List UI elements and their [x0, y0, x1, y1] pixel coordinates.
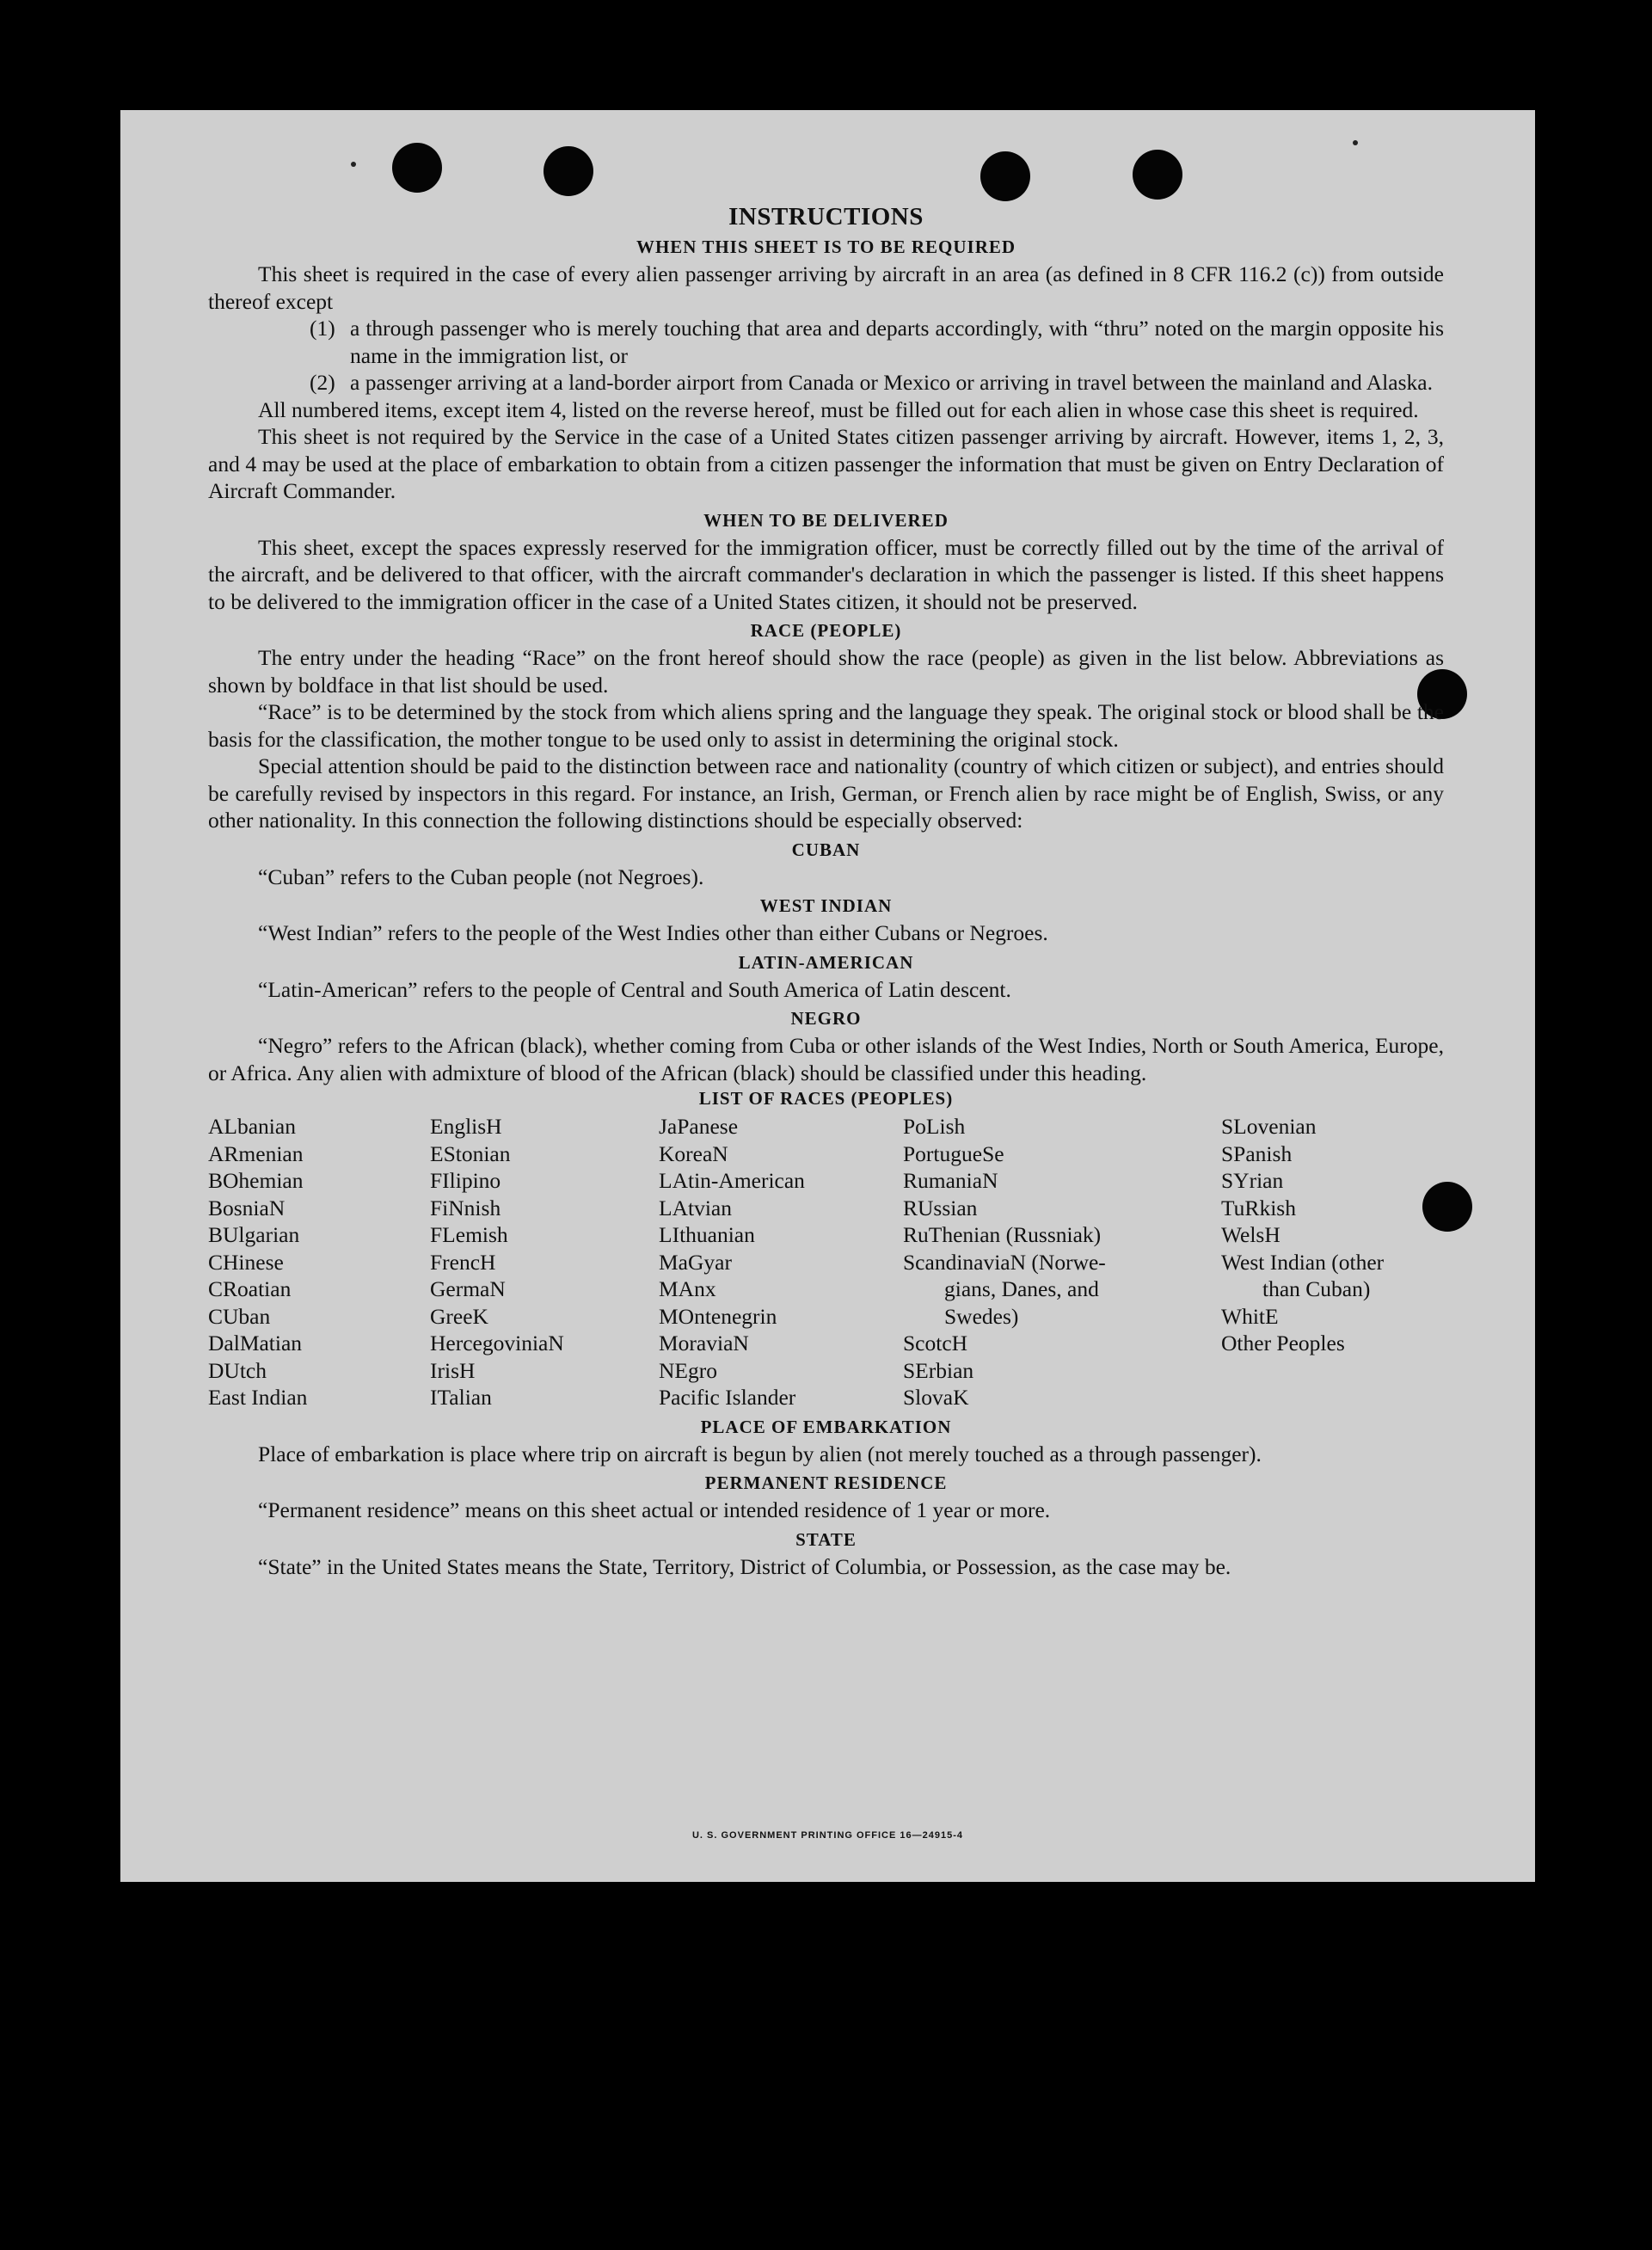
race-item: FIlipino — [430, 1168, 501, 1193]
race-item: RUssian — [903, 1195, 978, 1220]
race-column — [659, 1113, 903, 1411]
list-item — [208, 369, 1444, 397]
race-item: MaGyar — [659, 1249, 732, 1275]
race-item: HercegoviniaN — [430, 1331, 564, 1356]
race-column — [430, 1113, 659, 1411]
page-title: INSTRUCTIONS — [728, 203, 924, 231]
heading-state: STATE — [795, 1528, 857, 1550]
paragraph: “Permanent residence” means on this sheet actual or intended residence of 1 year or more. — [258, 1497, 1051, 1522]
race-item: DUtch — [208, 1357, 267, 1383]
race-item: ScandinaviaN (Norwe- — [903, 1249, 1106, 1275]
punch-hole — [392, 143, 442, 193]
race-item: WelsH — [1221, 1222, 1280, 1247]
race-item: PoLish — [903, 1114, 966, 1139]
race-item: CHinese — [208, 1249, 284, 1275]
race-list — [208, 1113, 1444, 1411]
race-item: WhitE — [1221, 1303, 1279, 1329]
heading-cuban: CUBAN — [791, 839, 861, 860]
race-item: Other Peoples — [1221, 1331, 1345, 1356]
paragraph: Special attention should be paid to the distinction between race and nationality (country of which citizen or subject), and entries should be carefully revised by inspectors in this regard. For instance, an Irish, German, or French alien by race might be of English, Swiss, or any other nationality. In this connection the following distinctions should be especially observed: — [208, 753, 1444, 833]
race-item: SErbian — [903, 1357, 974, 1383]
race-column — [208, 1113, 430, 1411]
paragraph: “Negro” refers to the African (black), whether coming from Cuba or other islands of the West Indies, North or South America, Europe, or Africa. Any alien with admixture of blood of the African (black) should be classified under this heading. — [208, 1033, 1444, 1085]
paragraph: “Race” is to be determined by the stock from which aliens spring and the language they speak. The original stock or blood shall be the basis for the classification, the mother tongue to be used only to assist in determining the original stock. — [208, 699, 1444, 752]
race-item: LAtin-American — [659, 1168, 805, 1193]
paragraph: “State” in the United States means the State, Territory, District of Columbia, or Possession, as the case may be. — [258, 1553, 1231, 1579]
race-item: DalMatian — [208, 1331, 303, 1356]
paragraph: This sheet is not required by the Service in the case of a United States citizen passenger arriving by aircraft. However, items 1, 2, 3, and 4 may be used at the place of embarkation to obtain from a citizen passenger the information that must be given on Entry Declaration of Aircraft Commander. — [208, 424, 1444, 503]
race-item: RuThenian (Russniak) — [903, 1222, 1102, 1247]
heading-list-of-races: LIST OF RACES (PEOPLES) — [698, 1088, 954, 1109]
printing-office-footer: U. S. GOVERNMENT PRINTING OFFICE 16—24915-4 — [691, 1830, 963, 1841]
paragraph: The entry under the heading “Race” on the front hereof should show the race (people) as given in the list below. Abbreviations as shown by boldface in that list should be used. — [208, 645, 1444, 698]
race-item: Swedes) — [944, 1303, 1019, 1329]
paragraph: This sheet, except the spaces expressly reserved for the immigration officer, must be correctly filled out by the time of the arrival of the aircraft, and be delivered to that officer, with the aircraft commander's declaration in which the passenger is listed. If this sheet happens to be delivered to the immigration officer in the case of a United States citizen, it should not be preserved. — [208, 534, 1444, 614]
race-item: PortugueSe — [903, 1140, 1004, 1166]
race-item: FrencH — [430, 1249, 496, 1275]
race-item: GreeK — [430, 1303, 488, 1329]
heading-permanent-residence: PERMANENT RESIDENCE — [704, 1472, 948, 1493]
speck — [1353, 140, 1358, 145]
item-number: (2) — [310, 370, 335, 395]
paragraph: This sheet is required in the case of every alien passenger arriving by aircraft in an area (as defined in 8 CFR 116.2 (c)) from outside thereof except — [208, 261, 1444, 314]
race-item: gians, Danes, and — [944, 1276, 1099, 1301]
race-item: NEgro — [659, 1357, 717, 1383]
race-item: IrisH — [430, 1357, 476, 1383]
speck — [351, 162, 356, 167]
race-item: SPanish — [1221, 1140, 1293, 1166]
race-item: MOntenegrin — [659, 1303, 777, 1329]
paragraph: “West Indian” refers to the people of the West Indies other than either Cubans or Negroes. — [258, 920, 1048, 945]
list-item — [208, 315, 1444, 369]
race-item: BOhemian — [208, 1168, 304, 1193]
race-item: East Indian — [208, 1385, 308, 1410]
race-item: FiNnish — [430, 1195, 501, 1220]
paragraph: “Latin-American” refers to the people of Central and South America of Latin descent. — [258, 976, 1011, 1002]
race-item: West Indian (other — [1221, 1249, 1385, 1275]
heading-place-of-embarkation: PLACE OF EMBARKATION — [700, 1416, 952, 1437]
race-item: CRoatian — [208, 1276, 292, 1301]
race-item: MAnx — [659, 1276, 716, 1301]
race-item: LIthuanian — [659, 1222, 755, 1247]
heading-west-indian: WEST INDIAN — [759, 895, 893, 916]
race-column — [1221, 1113, 1444, 1411]
race-item: MoraviaN — [659, 1331, 749, 1356]
race-item: FLemish — [430, 1222, 508, 1247]
item-text: a through passenger who is merely touching that area and departs accordingly, with “thru” noted on the margin opposite his name in the immigration list, or — [350, 316, 1444, 368]
race-column — [903, 1113, 1221, 1411]
race-item: CUban — [208, 1303, 271, 1329]
race-item: Pacific Islander — [659, 1385, 796, 1410]
race-item: ITalian — [430, 1385, 492, 1410]
item-text: a passenger arriving at a land-border airport from Canada or Mexico or arriving in travel between the mainland and Alaska. — [350, 370, 1433, 395]
race-item: EStonian — [430, 1140, 511, 1166]
race-item: SYrian — [1221, 1168, 1284, 1193]
race-item: ARmenian — [208, 1140, 304, 1166]
punch-hole — [980, 151, 1030, 201]
paragraph: Place of embarkation is place where trip on aircraft is begun by alien (not merely touched as a through passenger). — [258, 1441, 1262, 1466]
race-item: RumaniaN — [903, 1168, 998, 1193]
race-item: ScotcH — [903, 1331, 968, 1356]
paragraph: “Cuban” refers to the Cuban people (not Negroes). — [258, 864, 704, 889]
race-item: TuRkish — [1221, 1195, 1296, 1220]
heading-negro: NEGRO — [790, 1008, 862, 1029]
item-number: (1) — [310, 316, 335, 341]
punch-hole — [1133, 150, 1182, 200]
race-item: GermaN — [430, 1276, 506, 1301]
heading-latin-american: LATIN-AMERICAN — [738, 951, 914, 973]
punch-hole — [544, 146, 593, 196]
race-item: LAtvian — [659, 1195, 732, 1220]
heading-when-delivered: WHEN TO BE DELIVERED — [703, 509, 949, 531]
race-item: BUlgarian — [208, 1222, 300, 1247]
heading-race: RACE (PEOPLE) — [750, 620, 902, 641]
race-item: JaPanese — [659, 1114, 739, 1139]
race-item: KoreaN — [659, 1140, 728, 1166]
race-item: SLovenian — [1221, 1114, 1317, 1139]
race-item: SlovaK — [903, 1385, 969, 1410]
race-item: EnglisH — [430, 1114, 502, 1139]
instructions-content — [208, 203, 1444, 1580]
paragraph: All numbered items, except item 4, listed on the reverse hereof, must be filled out for each alien in whose case this sheet is required. — [258, 397, 1419, 422]
race-item: ALbanian — [208, 1114, 296, 1139]
heading-when-required: WHEN THIS SHEET IS TO BE REQUIRED — [636, 237, 1016, 257]
race-item: than Cuban) — [1262, 1276, 1371, 1301]
race-item: BosniaN — [208, 1195, 286, 1220]
document-sheet — [120, 110, 1535, 1882]
